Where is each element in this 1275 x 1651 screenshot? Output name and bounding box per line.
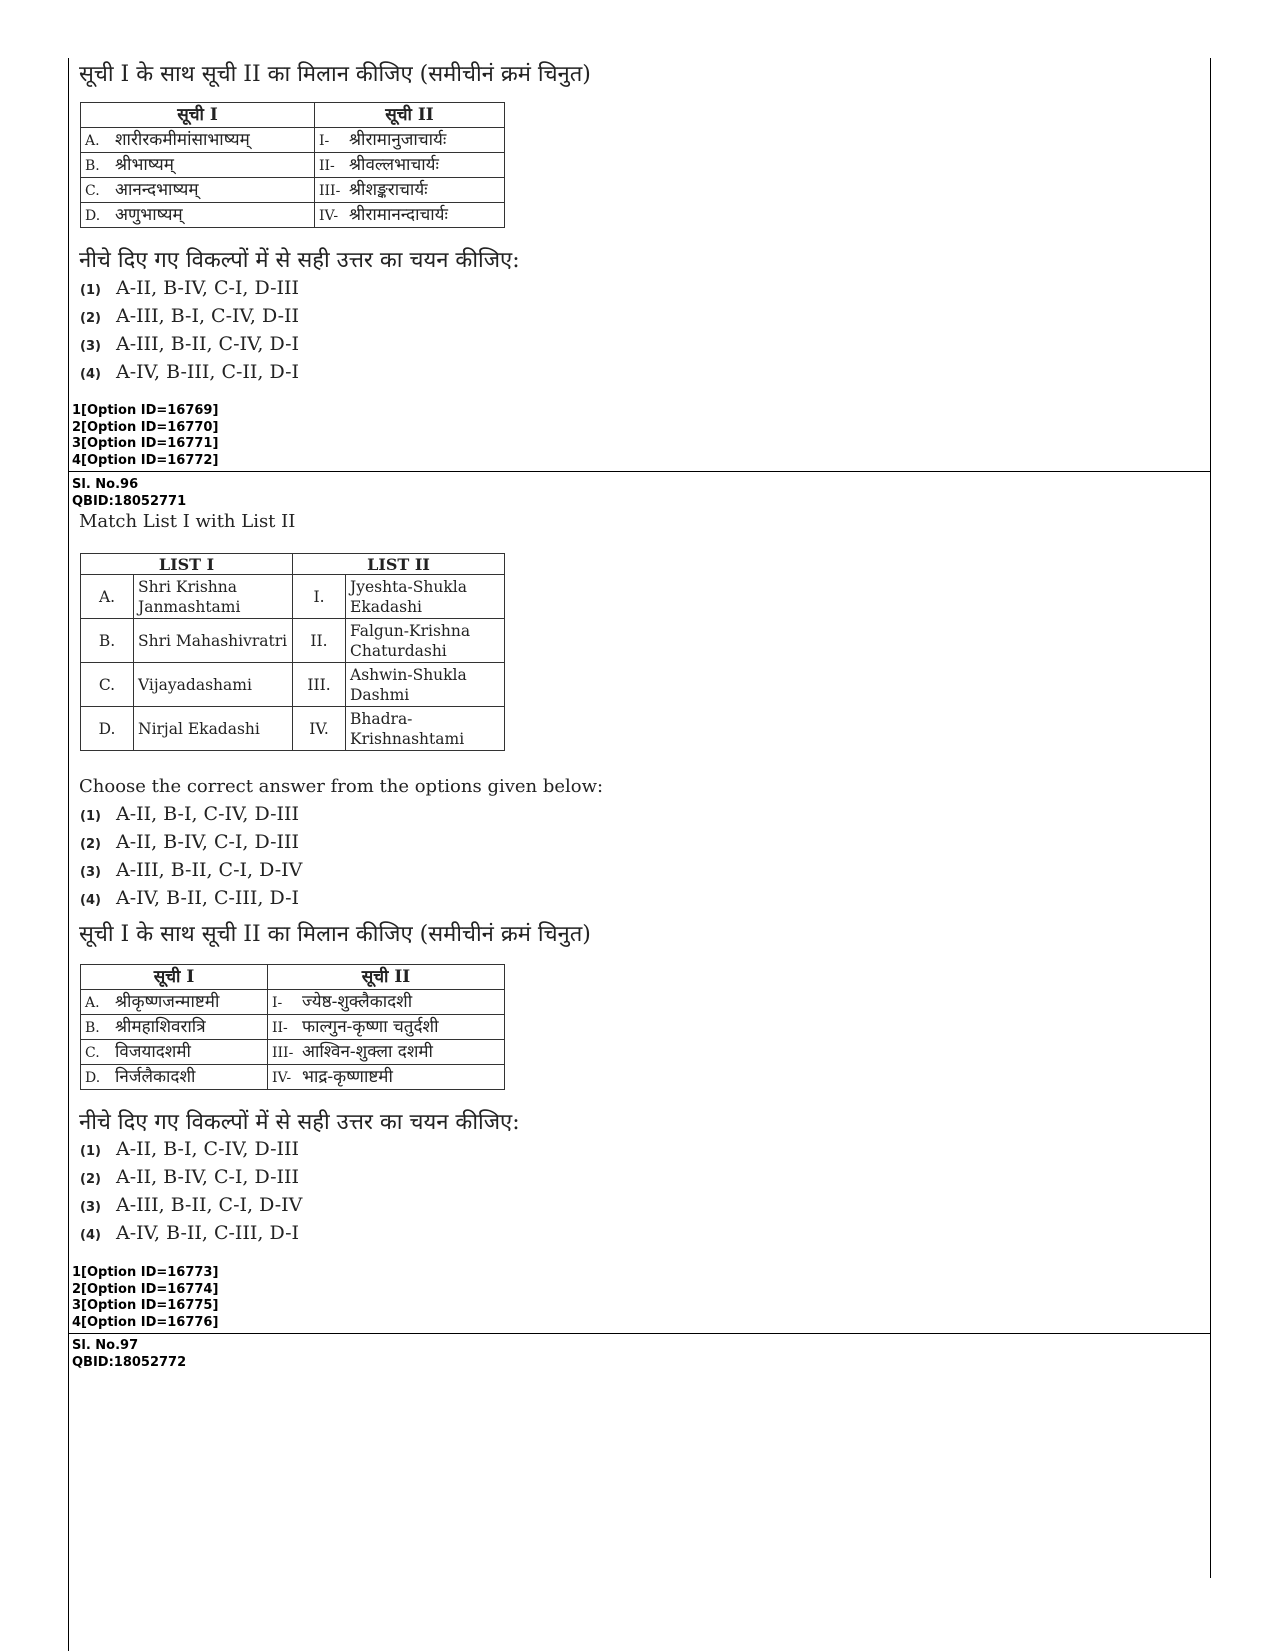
q96-hindi-match-table [80,964,505,1090]
table-row: B. Shri Mahashivratri II. Falgun-Krishna Chaturdashi [81,619,505,663]
table-header-list2: सूची II [268,965,505,990]
table-header-list1: सूची I [81,965,268,990]
q95-option-3: (3) A-III, B-II, C-IV, D-I [80,333,300,355]
table-row: A. Shri Krishna Janmashtami I. Jyeshta-Shukla Ekadashi [81,575,505,619]
question-bank-id: QBID:18052771 [72,493,187,509]
q96-option-2: (2) A-II, B-IV, C-I, D-III [80,831,300,853]
q96-hindi-option-2: (2) A-II, B-IV, C-I, D-III [80,1166,300,1188]
q95-option-ids: 1[Option ID=16769] 2[Option ID=16770] 3[Option ID=16771] 4[Option ID=16772] [72,403,219,468]
table-row: C. Vijayadashami III. Ashwin-Shukla Dashmi [81,663,505,707]
table-row: B. श्रीमहाशिवरात्रि II- फाल्गुन-कृष्णा चतुर्दशी [81,1015,505,1040]
question-bank-id: QBID:18052772 [72,1354,187,1370]
table-header-list1: LIST I [81,554,293,575]
q96-hindi-option-3: (3) A-III, B-II, C-I, D-IV [80,1194,303,1216]
table-row: B. श्रीभाष्यम् II- श्रीवल्लभाचार्यः [81,153,505,178]
table-header-list1: सूची I [81,103,315,128]
table-row: D. निर्जलैकादशी IV- भाद्र-कृष्णाष्टमी [81,1065,505,1090]
q95-hindi-match-table [80,102,505,228]
q96-option-3: (3) A-III, B-II, C-I, D-IV [80,859,303,881]
q96-option-4: (4) A-IV, B-II, C-III, D-I [80,887,300,909]
table-header-list2: सूची II [315,103,505,128]
left-border [68,58,69,1651]
table-row: D. Nirjal Ekadashi IV. Bhadra-Krishnashtami [81,707,505,751]
q95-option-2: (2) A-III, B-I, C-IV, D-II [80,305,300,327]
q97-meta [72,1338,186,1371]
table-row: C. आनन्दभाष्यम् III- श्रीशङ्कराचार्यः [81,178,505,203]
q96-option-ids: 1[Option ID=16773] 2[Option ID=16774] 3[Option ID=16775] 4[Option ID=16776] [72,1265,219,1330]
table-header-list2: LIST II [293,554,505,575]
q96-choose-text: Choose the correct answer from the options given below: [79,776,604,797]
table-row: A. श्रीकृष्णजन्माष्टमी I- ज्येष्ठ-शुक्लैकादशी [81,990,505,1015]
q96-hindi-option-1: (1) A-II, B-I, C-IV, D-III [80,1138,300,1160]
section-divider [68,1333,1211,1334]
right-border [1210,58,1211,1578]
q96-hindi-option-4: (4) A-IV, B-II, C-III, D-I [80,1222,300,1244]
section-divider [68,471,1211,472]
table-row: C. विजयादशमी III- आश्विन-शुक्ला दशमी [81,1040,505,1065]
serial-number: Sl. No.96 [72,477,139,492]
q96-heading: Match List I with List II [79,511,296,532]
q96-meta [72,477,186,510]
table-row: D. अणुभाष्यम् IV- श्रीरामानन्दाचार्यः [81,203,505,228]
q96-hindi-heading: सूची I के साथ सूची II का मिलान कीजिए (समीचीनं क्रमं चिनुत) [79,922,591,947]
q95-hindi-heading: सूची I के साथ सूची II का मिलान कीजिए (समीचीनं क्रमं चिनुत) [79,62,591,87]
q95-option-4: (4) A-IV, B-III, C-II, D-I [80,361,300,383]
serial-number: Sl. No.97 [72,1338,139,1353]
q96-hindi-choose-text: नीचे दिए गए विकल्पों में से सही उत्तर का चयन कीजिए: [79,1110,520,1135]
q96-match-table [80,553,505,751]
q96-option-1: (1) A-II, B-I, C-IV, D-III [80,803,300,825]
q95-option-1: (1) A-II, B-IV, C-I, D-III [80,277,300,299]
table-row: A. शारीरकमीमांसाभाष्यम् I- श्रीरामानुजाचार्यः [81,128,505,153]
q95-hindi-choose-text: नीचे दिए गए विकल्पों में से सही उत्तर का चयन कीजिए: [79,248,520,273]
